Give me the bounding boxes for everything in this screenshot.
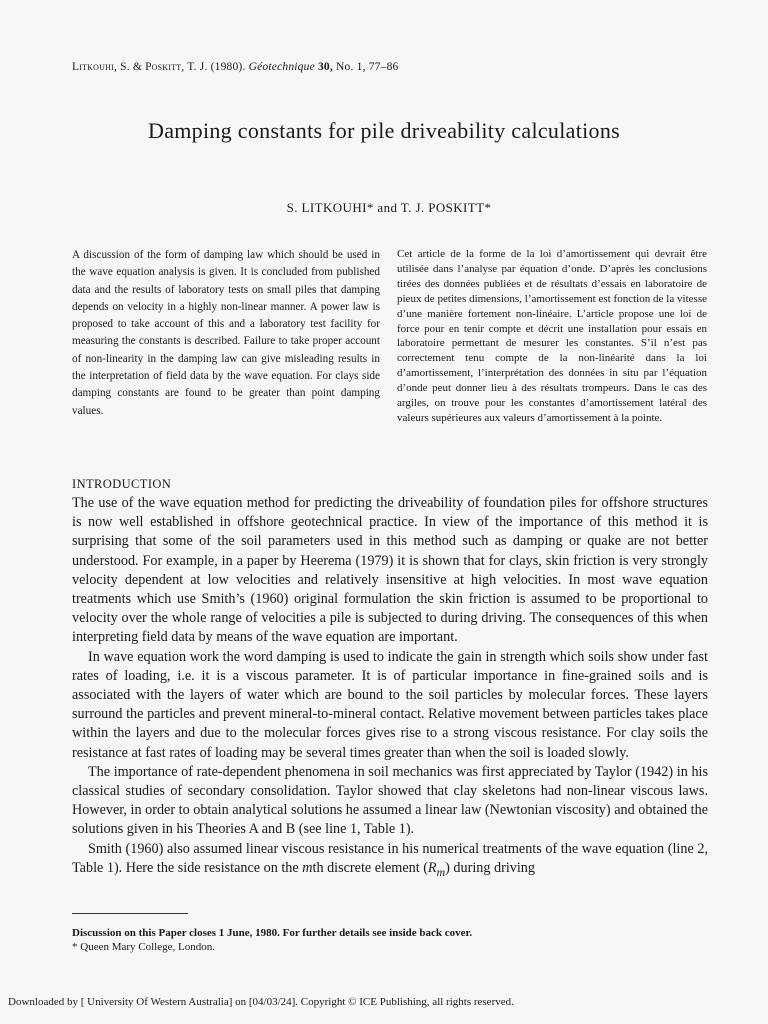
paragraph-4-subscript-m: m [436,864,446,879]
footnotes [72,926,472,954]
paragraph-4-text-c: ) during driving [445,859,535,876]
citation-issue: No. 1, [336,61,366,73]
footnote-divider [72,913,188,914]
paragraph-4-var-m: m [302,859,313,876]
footnote-affiliation: * Queen Mary College, London. [72,941,215,953]
paragraph-4 [72,840,708,882]
citation-volume: 30, [317,61,333,73]
paper-authors: S. LITKOUHI* and T. J. POSKITT* [286,200,492,215]
paragraph-4-var-R: R [427,859,437,876]
citation-journal: Géotechnique [248,61,315,73]
citation-header [72,61,398,73]
paragraph-1: The use of the wave equation method for predicting the driveability of foundation piles for offshore structures is now well established in offshore geotechnical practice. In view of the importance of this method it is surprising that some of the soil parameters used in this method such as damping or quake are not better understood. For example, in a paper by Heerema (1979) it is shown that for clays, skin friction is very strongly velocity dependent at low velocities and relatively insensitive at high velocities. In most wave equation treatments which use Smith’s (1960) original formulation the skin friction is assumed to be proportional to velocity over the whole range of velocities a pile is subjected to during driving. The consequences of this when interpreting field data by means of the wave equation are important. [72,495,708,646]
citation-authors: Litkouhi, S. & Poskitt, T. J. [72,61,208,73]
section-heading-introduction: INTRODUCTION [72,477,172,491]
citation-pages: 77–86 [368,61,399,73]
paragraph-4-text-a: Smith (1960) also assumed linear viscous resistance in his numerical treatments of the wave equation (line 2, Table 1). Here the side resistance on the [72,840,708,876]
paragraph-3: The importance of rate-dependent phenomena in soil mechanics was first appreciated by Taylor (1942) in his classical studies of secondary consolidation. Taylor showed that clay skeletons had non-linear viscous laws. However, in order to obtain analytical solutions he assumed a linear law (Newtonian viscosity) and obtained the solutions given in his Theories A and B (see line 1, Table 1). [72,763,708,838]
abstract-french: Cet article de la forme de la loi d’amortissement qui devrait être utilisée dans l’analyse par équation d’onde. D’après les conclusions tirées des données publiées et de résultats d’essais en laboratoire de pieux de petites dimensions, l’amortissement est fonction de la vitesse d’une manière fortement non-linéaire. L’article propose une loi de force pour en tenir compte et décrit une installation pour essais en laboratoire permettant de mesurer les constantes. S’il n’est pas correctement tenu compte de la non-linéarité dans la loi d’amortissement, l’interprétation des données in situ par l’équation d’onde peut donner lieu à des résultats trompeurs. Dans le cas des argiles, on trouve pour les constantes d’amortissement latéral des valeurs supérieures aux valeurs d’amortissement à la pointe. [397,248,707,424]
abstract-english: A discussion of the form of damping law which should be used in the wave equation analysis is given. It is concluded from published data and the results of laboratory tests on small piles that damping depends on velocity in a highly non-linear manner. A power law is proposed to take account of this and a laboratory test facility for measuring the constants is described. Failure to take proper account of non-linearity in the damping law can give misleading results in the interpretation of field data by the wave equation. For clays side damping constants are found to be greater than point damping values. [72,249,380,417]
paragraph-2: In wave equation work the word damping is used to indicate the gain in strength which soils show under fast rates of loading, i.e. it is a viscous parameter. It is of particular importance in fine-grained soils and is associated with the layers of water which are bound to the soil particles by molecular forces. These layers surround the particles and prevent mineral-to-mineral contact. Relative movement between particles takes place within the layers and due to the molecular forces gives rise to a strong viscous resistance. For clay soils the resistance at fast rates of loading may be several times greater than when the soil is loaded slowly. [72,648,708,761]
paper-title: Damping constants for pile driveability calculations [148,118,620,143]
paragraph-4-text-b: th discrete element ( [312,859,428,876]
footnote-discussion: Discussion on this Paper closes 1 June, 1980. For further details see inside back cover. [72,927,473,939]
body-text [72,494,708,882]
download-notice: Downloaded by [ University Of Western Australia] on [04/03/24]. Copyright © ICE Publishing, all rights reserved. [8,996,514,1008]
citation-year: (1980). [210,61,246,73]
